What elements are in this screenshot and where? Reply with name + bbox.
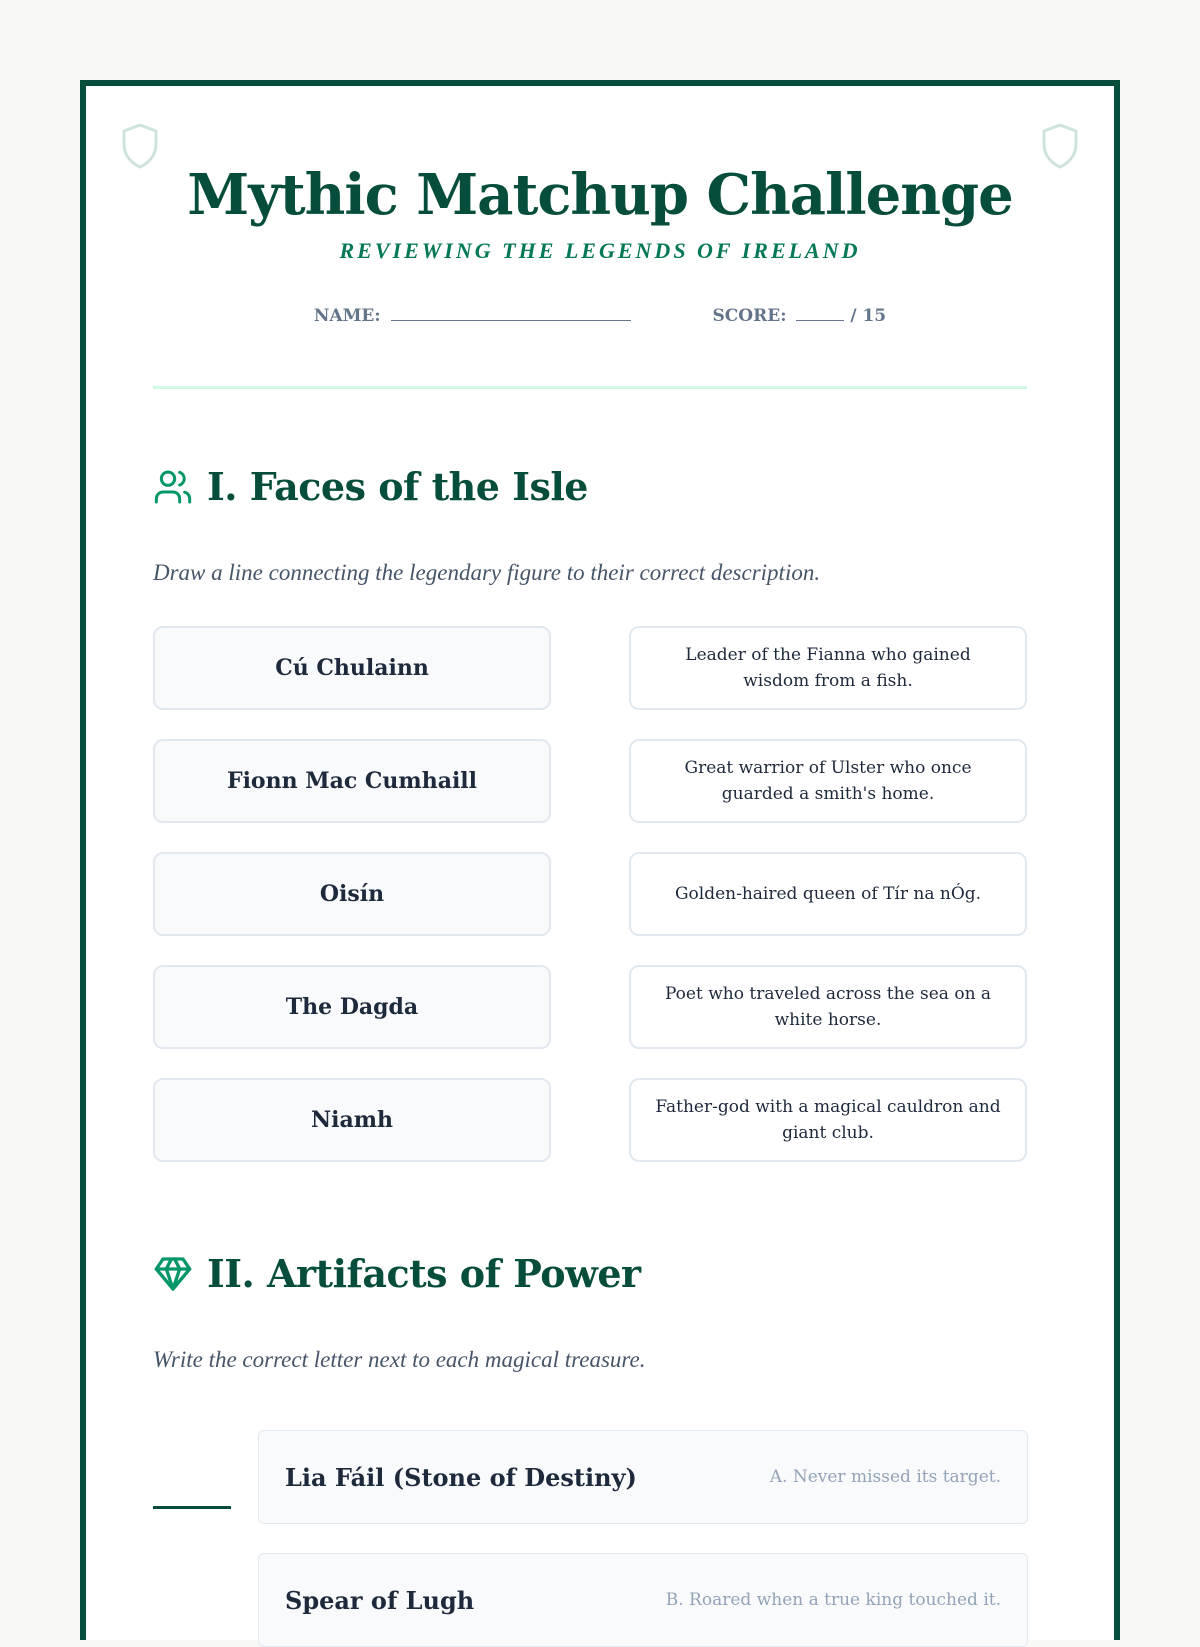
section-2-title-text: II. Artifacts of Power — [207, 1251, 641, 1296]
answer-blank[interactable] — [153, 1506, 231, 1509]
artifact-row — [258, 1430, 1028, 1524]
artifact-name: Lia Fáil (Stone of Destiny) — [285, 1462, 637, 1492]
gem-icon — [153, 1254, 193, 1294]
page-subtitle: REVIEWING THE LEGENDS OF IRELAND — [339, 238, 861, 263]
figure-card[interactable]: Oisín — [153, 852, 551, 936]
name-blank[interactable] — [391, 319, 631, 321]
student-info — [86, 306, 1114, 326]
users-icon — [153, 467, 193, 507]
section-2-title — [153, 1251, 641, 1296]
description-card[interactable]: Poet who traveled across the sea on a white horse. — [629, 965, 1027, 1049]
page-title: Mythic Matchup Challenge — [187, 162, 1013, 228]
artifact-hint: B. Roared when a true king touched it. — [665, 1590, 1001, 1610]
figure-card[interactable]: Fionn Mac Cumhaill — [153, 739, 551, 823]
header-divider — [153, 386, 1027, 389]
artifact-row — [258, 1553, 1028, 1647]
figure-card[interactable]: Cú Chulainn — [153, 626, 551, 710]
section-1-title — [153, 464, 588, 509]
score-field[interactable] — [713, 306, 887, 326]
score-blank[interactable] — [796, 319, 844, 321]
worksheet — [80, 80, 1120, 1640]
section-1-title-text: I. Faces of the Isle — [207, 464, 588, 509]
artifact-name: Spear of Lugh — [285, 1585, 475, 1615]
name-label: NAME: — [313, 306, 381, 326]
artifact-hint: A. Never missed its target. — [769, 1467, 1001, 1487]
score-label: SCORE: — [712, 306, 787, 326]
score-total: / 15 — [850, 306, 887, 326]
figure-card[interactable]: The Dagda — [153, 965, 551, 1049]
name-field[interactable] — [314, 306, 631, 326]
description-card[interactable]: Father-god with a magical cauldron and giant club. — [629, 1078, 1027, 1162]
description-card[interactable]: Great warrior of Ulster who once guarded a smith's home. — [629, 739, 1027, 823]
section-2-instructions: Write the correct letter next to each magical treasure. — [153, 1347, 646, 1372]
description-card[interactable]: Leader of the Fianna who gained wisdom from a fish. — [629, 626, 1027, 710]
figure-card[interactable]: Niamh — [153, 1078, 551, 1162]
description-card[interactable]: Golden-haired queen of Tír na nÓg. — [629, 852, 1027, 936]
section-1-instructions: Draw a line connecting the legendary figure to their correct description. — [153, 560, 821, 585]
